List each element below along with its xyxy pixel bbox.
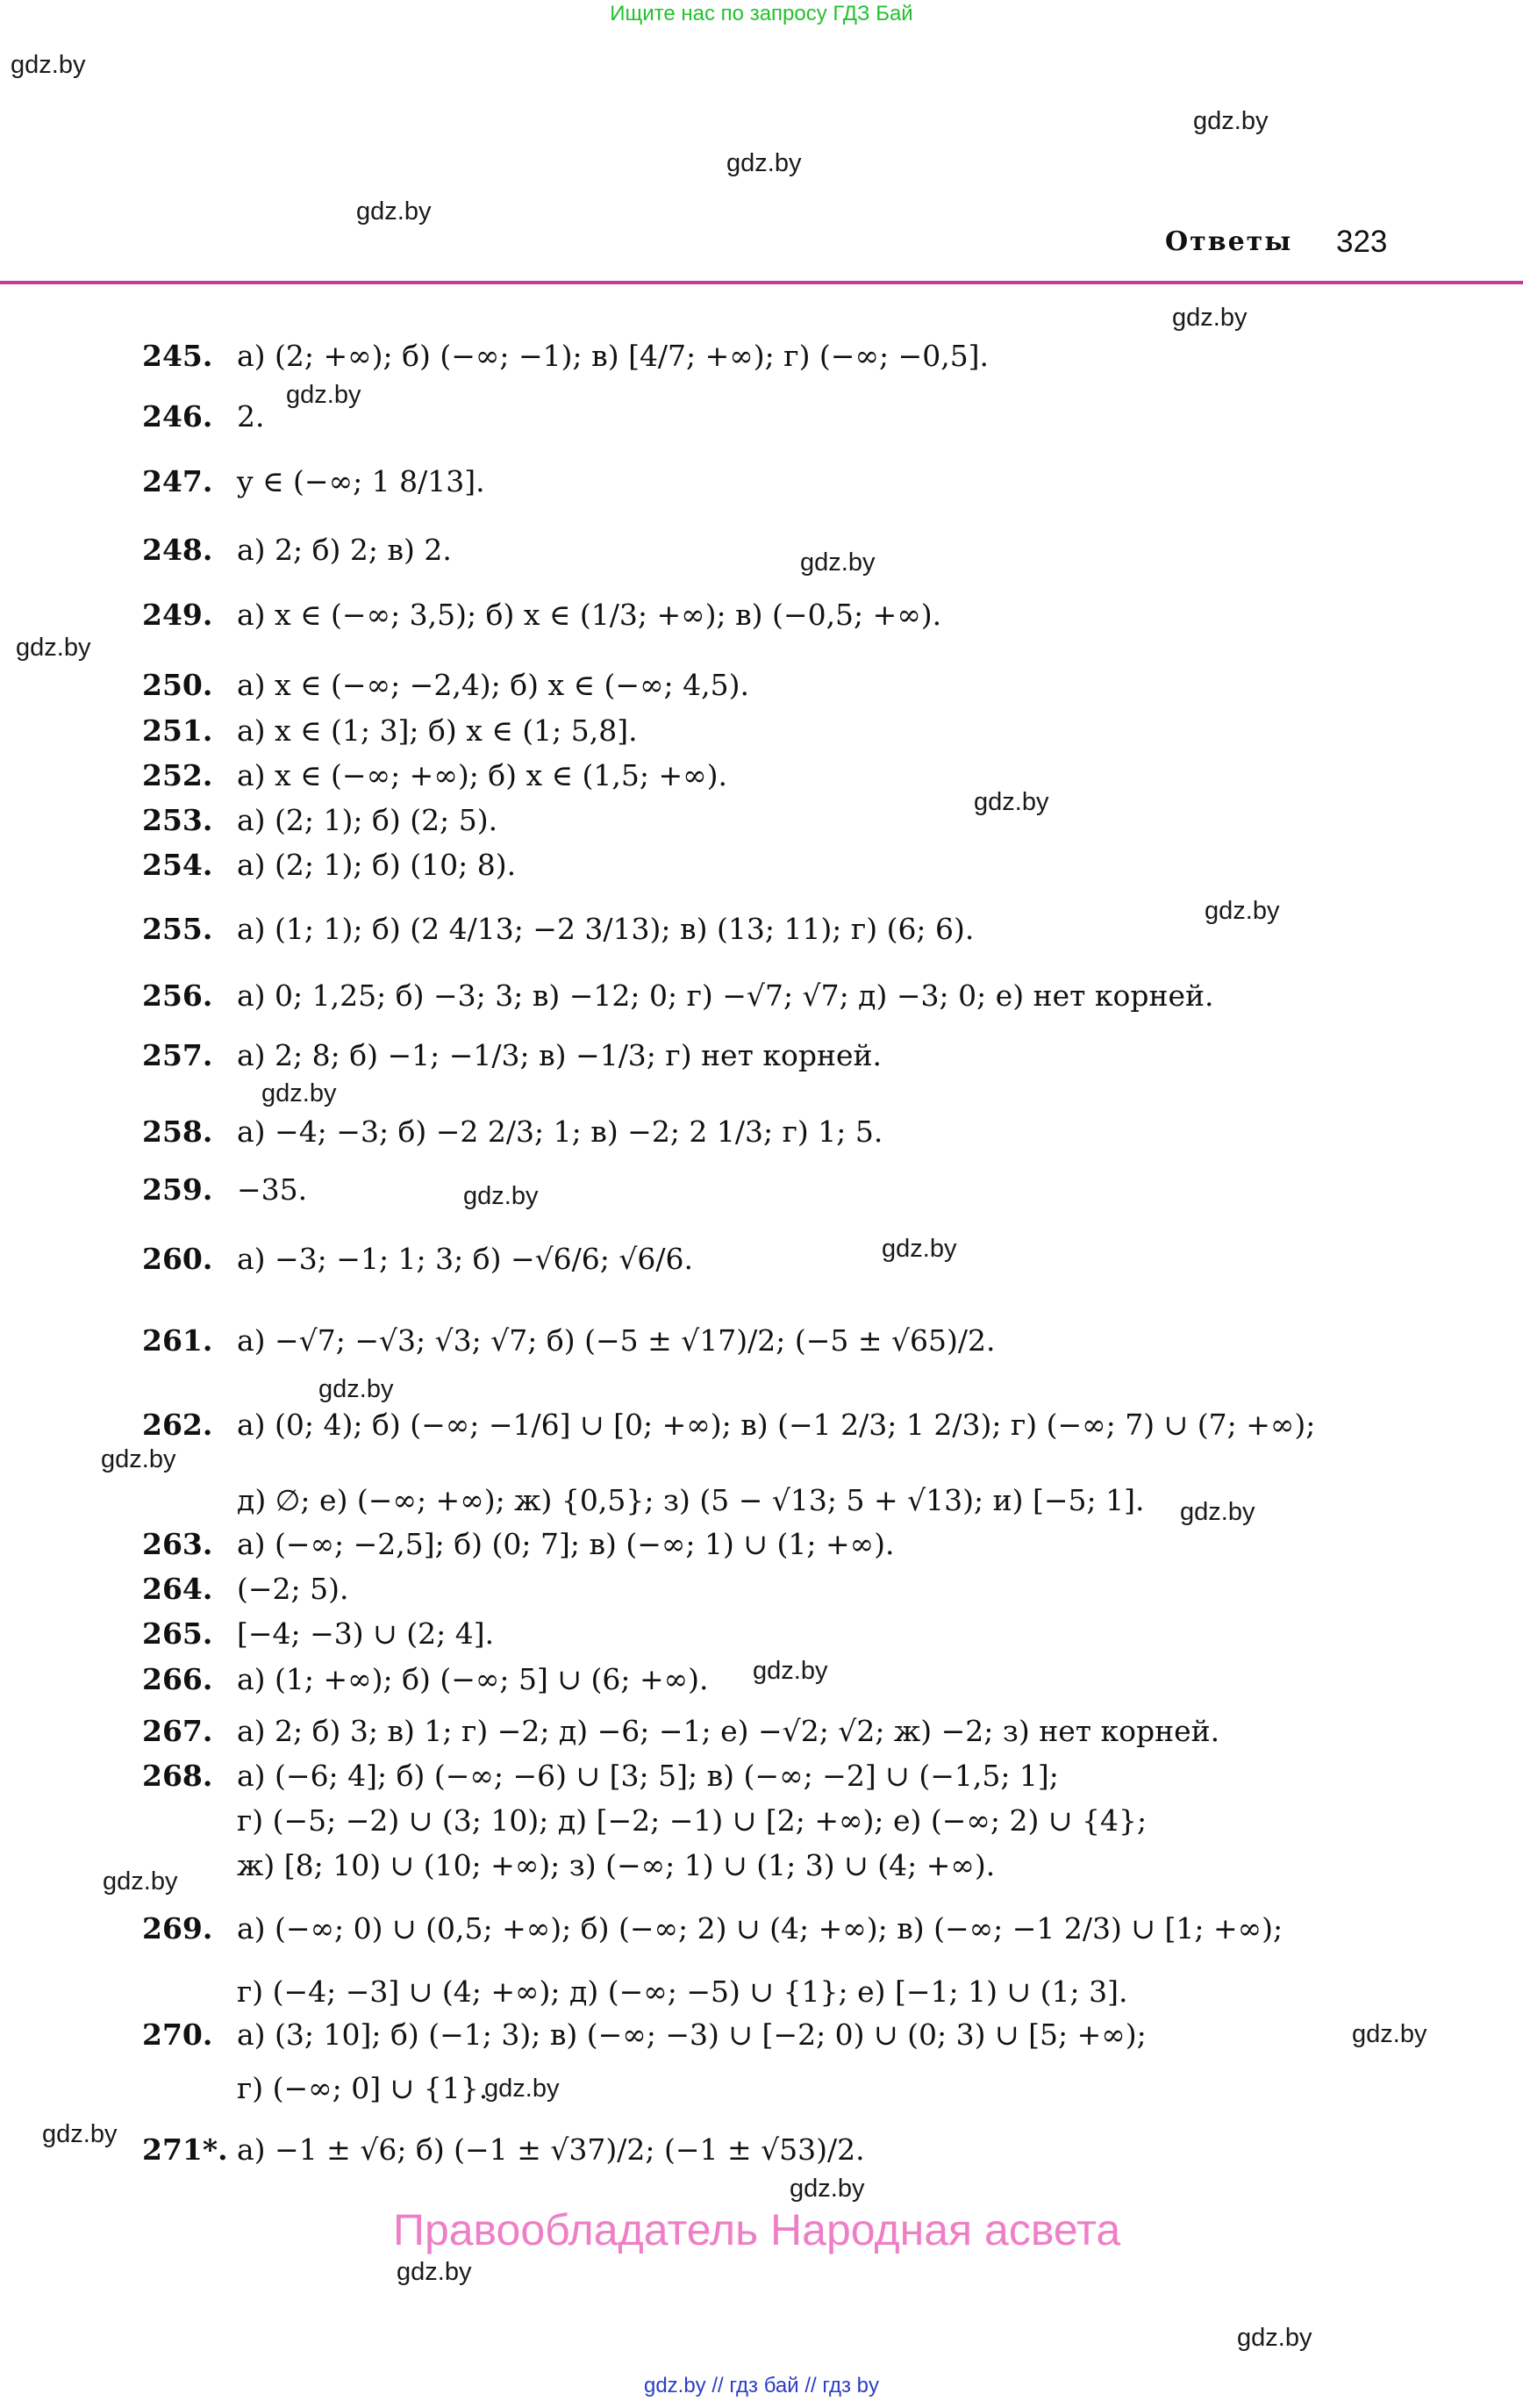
answer-252 <box>142 758 727 793</box>
watermark: gdz.by <box>800 548 876 577</box>
answer-254 <box>142 848 516 883</box>
answer-text: а) −√7; −√3; √3; √7; б) (−5 ± √17)/2; (−5 ± √65)/2. <box>237 1323 996 1358</box>
answer-number: 271*. <box>142 2132 228 2167</box>
answer-number: 269. <box>142 1911 213 1946</box>
answer-text: а) (−∞; −2,5]; б) (0; 7]; в) (−∞; 1) ∪ (1; +∞). <box>237 1527 895 1561</box>
answer-text: а) x ∈ (−∞; 3,5); б) x ∈ (1/3; +∞); в) (−0,5; +∞). <box>237 598 942 632</box>
answer-text: (−2; 5). <box>237 1572 349 1606</box>
answer-263 <box>142 1527 895 1562</box>
watermark: gdz.by <box>882 1235 957 1263</box>
watermark: gdz.by <box>16 634 91 662</box>
watermark: gdz.by <box>397 2258 472 2286</box>
answer-251 <box>142 713 638 749</box>
answer-text: а) −4; −3; б) −2 2/3; 1; в) −2; 2 1/3; г) 1; 5. <box>237 1114 883 1149</box>
answer-text: а) (1; +∞); б) (−∞; 5] ∪ (6; +∞). <box>237 1662 709 1696</box>
answer-text: а) (2; 1); б) (10; 8). <box>237 848 517 882</box>
answer-number: 253. <box>142 803 213 837</box>
watermark: gdz.by <box>1237 2324 1312 2352</box>
watermark: gdz.by <box>356 197 432 226</box>
answer-text: а) (3; 10]; б) (−1; 3); в) (−∞; −3) ∪ [−2; 0) ∪ (0; 3) ∪ [5; +∞); <box>237 2017 1147 2052</box>
answer-text: а) 0; 1,25; б) −3; 3; в) −12; 0; г) −√7; √7; д) −3; 0; е) нет корней. <box>237 978 1214 1013</box>
answer-255 <box>142 912 974 947</box>
answer-number: 261. <box>142 1323 213 1358</box>
page-number: 323 <box>1336 225 1388 259</box>
answer-text: 2. <box>237 399 265 434</box>
watermark: gdz.by <box>318 1375 394 1403</box>
answer-269-continuation: г) (−4; −3] ∪ (4; +∞); д) (−∞; −5) ∪ {1}; е) [−1; 1) ∪ (1; 3]. <box>237 1974 1128 2009</box>
answer-text: а) 2; б) 3; в) 1; г) −2; д) −6; −1; е) −√2; √2; ж) −2; з) нет корней. <box>237 1714 1220 1748</box>
watermark: gdz.by <box>1193 107 1269 135</box>
answer-number: 251. <box>142 713 213 748</box>
answer-267 <box>142 1714 1219 1749</box>
answer-262-continuation: д) ∅; е) (−∞; +∞); ж) {0,5}; з) (5 − √13; 5 + √13); и) [−5; 1]. <box>237 1483 1145 1517</box>
watermark: gdz.by <box>261 1079 337 1107</box>
answer-number: 264. <box>142 1572 213 1606</box>
answer-number: 246. <box>142 399 213 434</box>
answer-text: а) (0; 4); б) (−∞; −1/6] ∪ [0; +∞); в) (−1 2/3; 1 2/3); г) (−∞; 7) ∪ (7; +∞); <box>237 1408 1316 1442</box>
answer-269 <box>142 1911 1283 1946</box>
answer-number: 265. <box>142 1616 213 1651</box>
answer-number: 256. <box>142 978 213 1013</box>
answer-number: 252. <box>142 758 213 792</box>
answer-text: а) 2; 8; б) −1; −1/3; в) −1/3; г) нет корней. <box>237 1038 882 1072</box>
answer-text: а) 2; б) 2; в) 2. <box>237 533 452 567</box>
copyright-notice: Правообладатель Народная асвета <box>393 2205 1121 2254</box>
answer-number: 259. <box>142 1172 213 1207</box>
answer-256 <box>142 978 1214 1014</box>
answer-number: 245. <box>142 339 213 373</box>
answer-249 <box>142 598 941 633</box>
answer-250 <box>142 668 749 703</box>
answer-247 <box>142 464 485 499</box>
watermark: gdz.by <box>103 1867 178 1896</box>
answer-268-continuation: г) (−5; −2) ∪ (3; 10); д) [−2; −1) ∪ [2; +∞); е) (−∞; 2) ∪ {4}; <box>237 1803 1148 1838</box>
answer-text: а) x ∈ (−∞; +∞); б) x ∈ (1,5; +∞). <box>237 758 728 792</box>
answer-number: 247. <box>142 464 213 498</box>
answer-245 <box>142 339 989 374</box>
answer-text: y ∈ (−∞; 1 8/13]. <box>237 464 485 498</box>
answer-261 <box>142 1323 996 1358</box>
answer-text: а) (2; 1); б) (2; 5). <box>237 803 498 837</box>
answer-number: 258. <box>142 1114 213 1149</box>
answer-text: а) (−6; 4]; б) (−∞; −6) ∪ [3; 5]; в) (−∞; −2] ∪ (−1,5; 1]; <box>237 1759 1059 1793</box>
top-banner[interactable]: Ищите нас по запросу ГДЗ Бай <box>610 2 913 25</box>
watermark: gdz.by <box>286 381 361 409</box>
watermark: gdz.by <box>42 2120 118 2148</box>
answer-260 <box>142 1242 693 1277</box>
watermark: gdz.by <box>1205 897 1280 925</box>
watermark: gdz.by <box>11 51 86 79</box>
answer-text: а) −1 ± √6; б) (−1 ± √37)/2; (−1 ± √53)/2. <box>237 2132 865 2167</box>
bottom-banner[interactable]: gdz.by // гдз бай // гдз by <box>643 2374 880 2397</box>
watermark: gdz.by <box>753 1657 828 1685</box>
answer-266 <box>142 1662 708 1697</box>
answer-268 <box>142 1759 1059 1794</box>
watermark: gdz.by <box>1172 304 1248 332</box>
answer-259 <box>142 1172 307 1208</box>
watermark: gdz.by <box>790 2175 865 2203</box>
header-rule <box>0 281 1523 284</box>
answer-258 <box>142 1114 883 1150</box>
answer-265 <box>142 1616 494 1652</box>
answer-text: а) (2; +∞); б) (−∞; −1); в) [4/7; +∞); г) (−∞; −0,5]. <box>237 339 990 373</box>
answer-number: 266. <box>142 1662 213 1696</box>
answer-number: 268. <box>142 1759 213 1793</box>
answer-number: 267. <box>142 1714 213 1748</box>
answer-number: 270. <box>142 2017 213 2052</box>
watermark: gdz.by <box>463 1182 539 1210</box>
answer-number: 250. <box>142 668 213 702</box>
answer-253 <box>142 803 497 838</box>
answer-264 <box>142 1572 349 1607</box>
watermark: gdz.by <box>974 788 1049 816</box>
answer-246 <box>142 399 265 434</box>
page-header-title: Ответы <box>1165 226 1293 257</box>
answer-text: [−4; −3) ∪ (2; 4]. <box>237 1616 495 1651</box>
answer-number: 263. <box>142 1527 213 1561</box>
answer-number: 260. <box>142 1242 213 1276</box>
answer-number: 255. <box>142 912 213 946</box>
answer-text: а) x ∈ (1; 3]; б) x ∈ (1; 5,8]. <box>237 713 638 748</box>
watermark: gdz.by <box>1180 1498 1255 1526</box>
answer-257 <box>142 1038 882 1073</box>
watermark: gdz.by <box>1352 2020 1427 2048</box>
answer-270 <box>142 2017 1147 2053</box>
answer-number: 248. <box>142 533 213 567</box>
answer-text: а) (−∞; 0) ∪ (0,5; +∞); б) (−∞; 2) ∪ (4; +∞); в) (−∞; −1 2/3) ∪ [1; +∞); <box>237 1911 1283 1946</box>
answer-text: −35. <box>237 1172 308 1207</box>
answer-number: 249. <box>142 598 213 632</box>
answer-text: а) −3; −1; 1; 3; б) −√6/6; √6/6. <box>237 1242 694 1276</box>
watermark: gdz.by <box>726 149 802 177</box>
answer-271 <box>142 2132 865 2168</box>
answer-270-continuation: г) (−∞; 0] ∪ {1}. <box>237 2071 489 2105</box>
answer-number: 262. <box>142 1408 213 1442</box>
answer-number: 254. <box>142 848 213 882</box>
answer-248 <box>142 533 452 568</box>
answer-text: а) (1; 1); б) (2 4/13; −2 3/13); в) (13; 11); г) (6; 6). <box>237 912 975 946</box>
answer-text: а) x ∈ (−∞; −2,4); б) x ∈ (−∞; 4,5). <box>237 668 750 702</box>
answer-268-continuation-2: ж) [8; 10) ∪ (10; +∞); з) (−∞; 1) ∪ (1; 3) ∪ (4; +∞). <box>237 1848 996 1882</box>
watermark: gdz.by <box>101 1445 176 1473</box>
answer-262 <box>142 1408 1315 1443</box>
answer-number: 257. <box>142 1038 213 1072</box>
watermark: gdz.by <box>484 2075 560 2103</box>
